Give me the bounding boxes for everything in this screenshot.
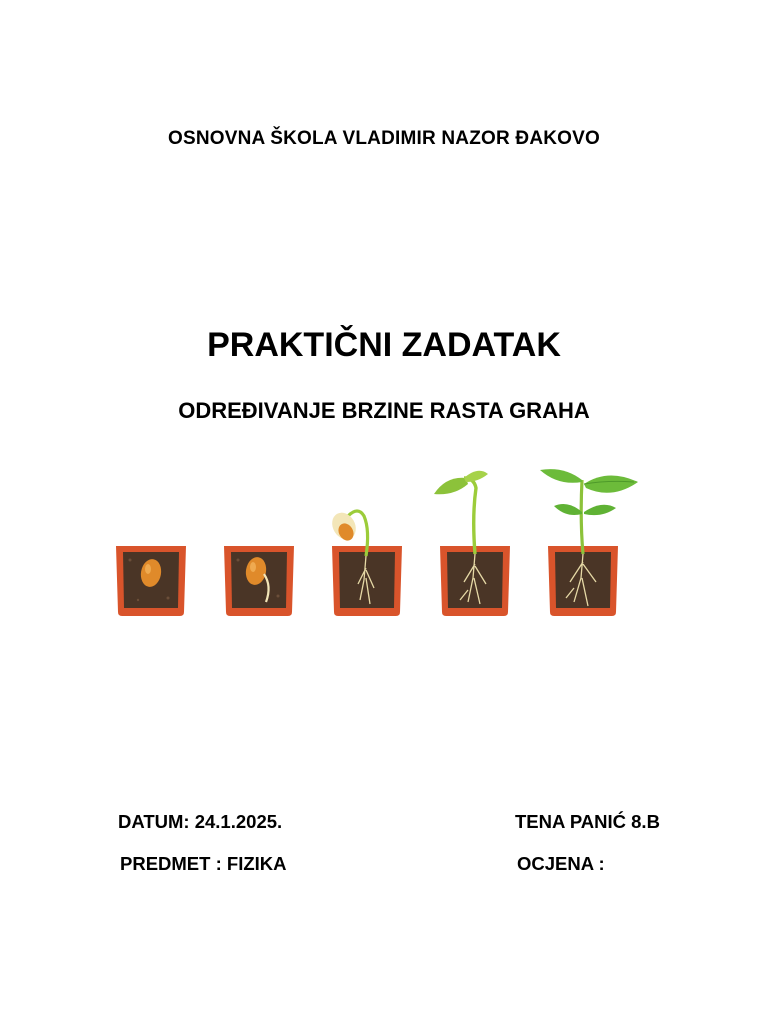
pot-stage-seed — [116, 546, 186, 616]
page-subtitle: ODREĐIVANJE BRZINE RASTA GRAHA — [178, 398, 590, 423]
pot-stage-sprout-with-seed — [327, 508, 402, 616]
pot-stage-germinating — [224, 546, 294, 616]
grade-field: OCJENA : — [517, 853, 605, 874]
pot-stage-young-sprout — [434, 471, 510, 616]
date-field: DATUM: 24.1.2025. — [118, 811, 283, 832]
bean-growth-illustration — [108, 460, 648, 620]
school-name: OSNOVNA ŠKOLA VLADIMIR NAZOR ĐAKOVO — [167, 128, 601, 149]
student-name: TENA PANIĆ 8.B — [515, 811, 660, 832]
pot-stage-seedling — [540, 469, 638, 616]
subject-field: PREDMET : FIZIKA — [120, 853, 287, 874]
page-title: PRAKTIČNI ZADATAK — [207, 326, 561, 364]
